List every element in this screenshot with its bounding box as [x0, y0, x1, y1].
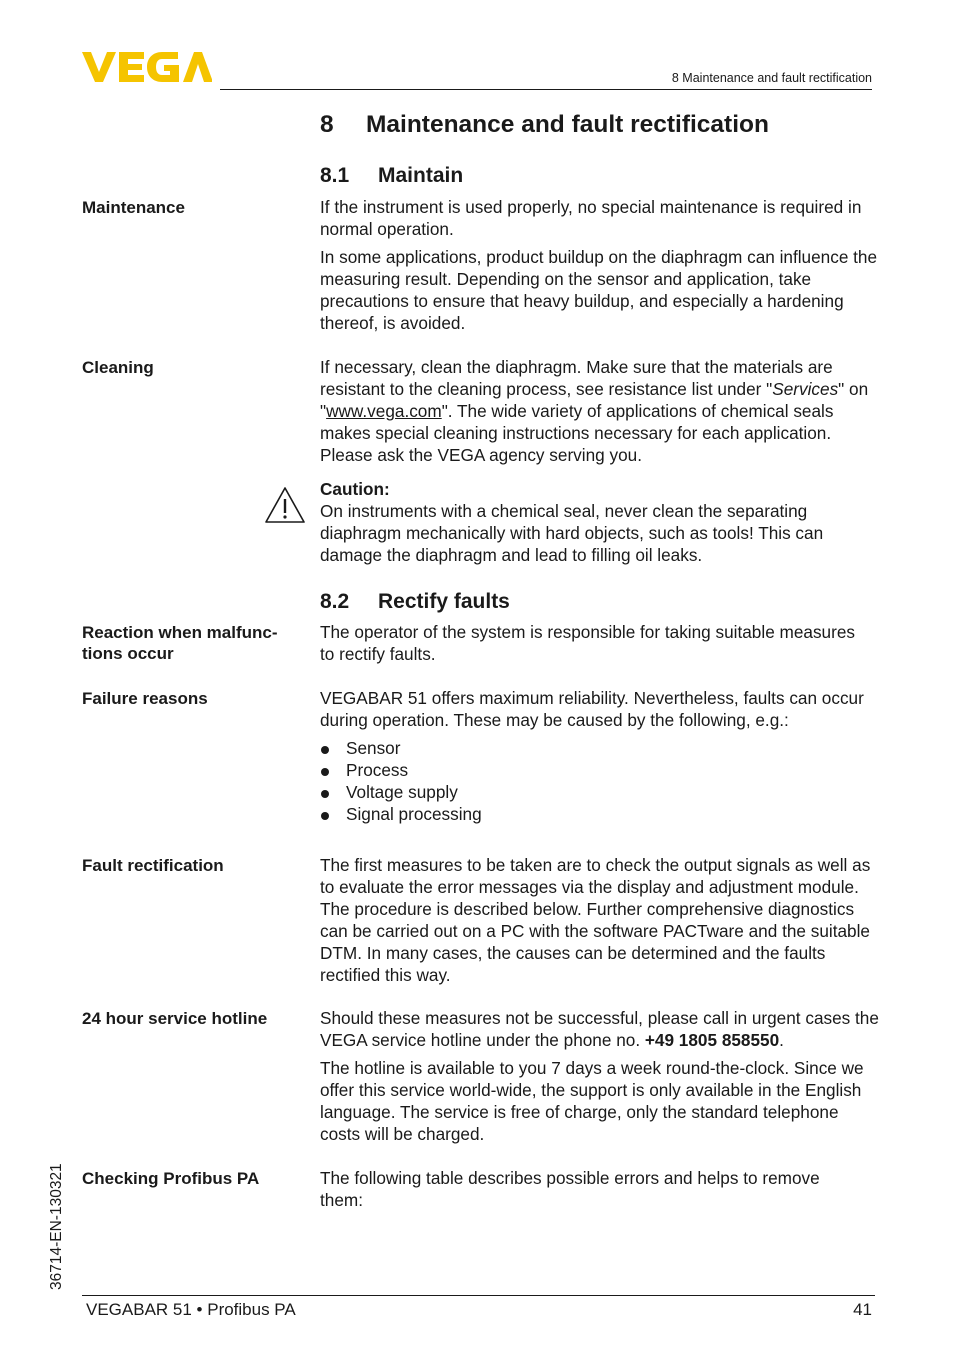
hotline-phone-number: +49 1805 858550 — [644, 1029, 780, 1050]
list-item-text: Process — [346, 759, 409, 780]
failure-reasons-list — [320, 738, 482, 826]
hotline-paragraph-1 — [320, 1008, 880, 1052]
footer-rule — [82, 1295, 875, 1296]
chapter-title: Maintenance and fault rectification — [366, 111, 769, 138]
header-rule — [220, 89, 872, 90]
bullet-icon — [321, 790, 329, 798]
section-number: 8.2 — [320, 590, 350, 613]
list-item-text: Signal processing — [346, 803, 482, 824]
failure-paragraph: VEGABAR 51 offers maximum reliability. Nevertheless, faults can occur during operation. These may be caused by the following, e.g.: — [320, 688, 864, 730]
list-item-text: Sensor — [346, 738, 401, 758]
maintenance-paragraph-1: If the instrument is used properly, no special maintenance is required in normal operation. — [320, 197, 862, 239]
warning-triangle-icon — [264, 486, 306, 524]
label-reaction-line-2: tions occur — [82, 643, 174, 663]
caution-note — [320, 479, 880, 567]
hotline-text: Should these measures not be successful, please call in urgent cases the VEGA service hotline under the phone no. — [320, 1008, 879, 1050]
bullet-icon — [321, 768, 329, 776]
running-title: 8 Maintenance and fault rectification — [671, 71, 872, 85]
label-maintenance: Maintenance — [82, 198, 185, 217]
label-reaction — [82, 623, 307, 664]
cleaning-text-c: ". The wide variety of applications of chemical seals makes special cleaning instructions necessary for each application. Please ask the VEGA agency serving you. — [320, 400, 834, 465]
cleaning-text-a: If necessary, clean the diaphragm. Make sure that the materials are resistant to the cleaning process, see resistance list under " — [320, 357, 833, 399]
section-heading-maintain — [320, 164, 463, 188]
cleaning-paragraph — [320, 357, 880, 467]
label-failure-reasons: Failure reasons — [82, 689, 208, 708]
bullet-icon — [321, 812, 329, 820]
reaction-paragraph: The operator of the system is responsible for taking suitable measures to rectify faults. — [320, 622, 855, 664]
list-item — [320, 738, 482, 760]
section-title: Maintain — [378, 164, 464, 187]
page-number: 41 — [853, 1300, 872, 1319]
chapter-number: 8 — [320, 111, 334, 138]
maintenance-paragraph-2: In some applications, product buildup on the diaphragm can influence the measuring result. Depending on the sensor and application, take precautions to ensure that heavy buildup, and especially a hardening thereof, is avoided. — [320, 247, 878, 333]
bullet-icon — [321, 746, 329, 754]
profibus-paragraph: The following table describes possible errors and helps to remove them: — [320, 1168, 820, 1210]
vega-website-link[interactable]: www.vega.com — [326, 400, 442, 421]
label-hotline: 24 hour service hotline — [82, 1009, 268, 1028]
fault-rectification-paragraph: The first measures to be taken are to check the output signals as well as to evaluate the error messages via the display and adjustment module. The procedure is described below. Further comprehensive diagnostics can be carried out on a PC with the software PACTware and the suitable DTM. In many cases, the causes can be determined and the faults rectified this way. — [320, 855, 871, 985]
section-heading-rectify — [320, 590, 510, 614]
list-item — [320, 760, 482, 782]
services-term: Services — [772, 378, 839, 399]
label-cleaning: Cleaning — [82, 358, 154, 377]
list-item-text: Voltage supply — [346, 781, 458, 802]
label-profibus: Checking Profibus PA — [82, 1169, 260, 1188]
label-fault-rectification: Fault rectification — [82, 856, 224, 875]
footer-product: VEGABAR 51 • Profibus PA — [86, 1300, 296, 1319]
list-item — [320, 782, 482, 804]
section-title: Rectify faults — [378, 590, 510, 613]
cleaning-text-b: " on " — [320, 378, 869, 421]
caution-title: Caution: — [320, 479, 390, 499]
section-number: 8.1 — [320, 164, 350, 187]
hotline-text-end: . — [779, 1029, 784, 1050]
vega-logo — [82, 50, 212, 84]
hotline-paragraph-2: The hotline is available to you 7 days a week round-the-clock. Since we offer this service world-wide, the support is only available in the English language. The service is free of charge, only the standard telephone costs will be charged. — [320, 1058, 864, 1144]
label-reaction-line-1: Reaction when malfunc- — [82, 623, 278, 642]
document-id: 36714-EN-130321 — [48, 1163, 65, 1290]
caution-body: On instruments with a chemical seal, never clean the separating diaphragm mechanically with hard objects, such as tools! This can damage the diaphragm and lead to filling oil leaks. — [320, 500, 824, 565]
list-item — [320, 804, 482, 826]
chapter-heading — [320, 111, 769, 139]
